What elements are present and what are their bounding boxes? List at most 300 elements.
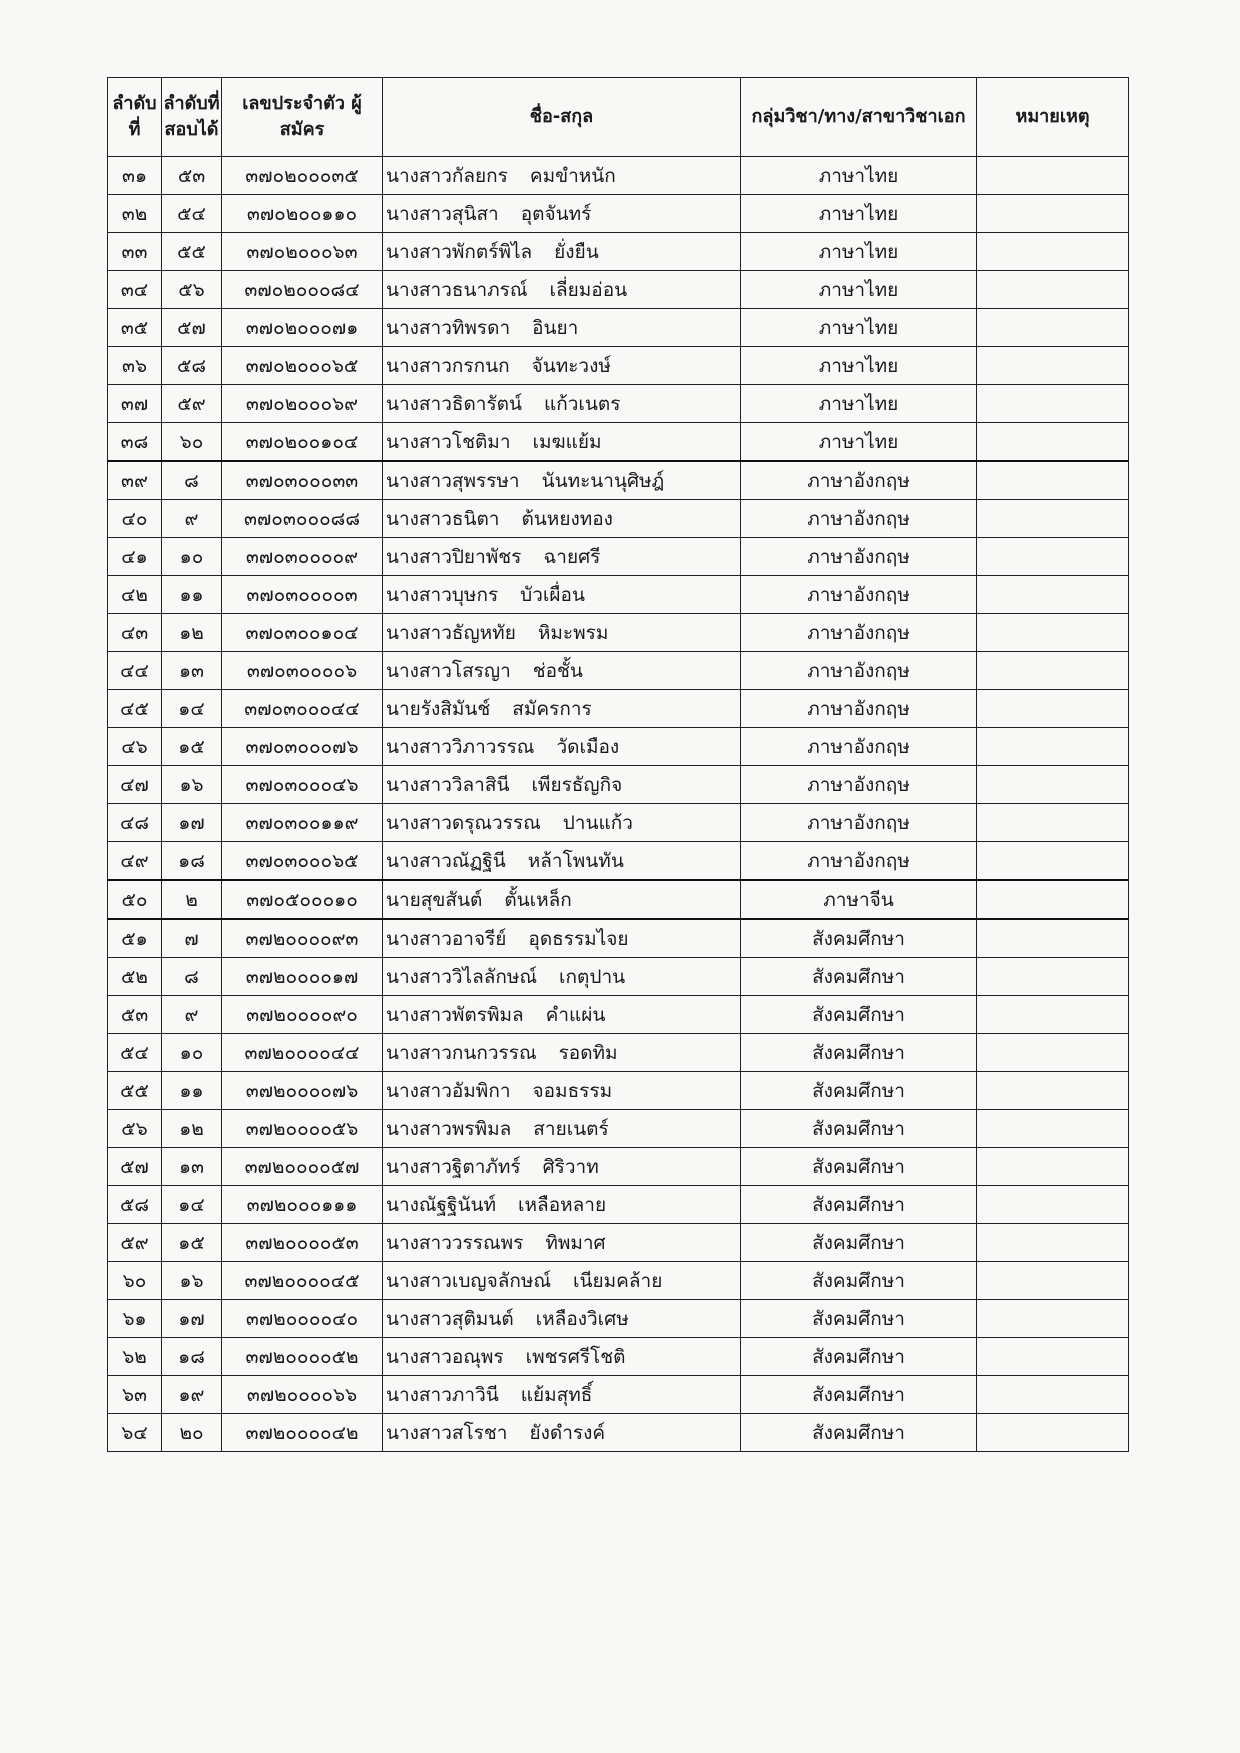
table-row bbox=[108, 233, 1129, 271]
surname: คมขำหนัก bbox=[529, 164, 616, 187]
cell-rank: ๑๑ bbox=[162, 1072, 222, 1110]
cell-applicant-id: ๓๗๐๓๐๐๐๓๓ bbox=[222, 461, 383, 500]
cell-name bbox=[383, 728, 741, 766]
cell-seq: ๓๒ bbox=[108, 195, 162, 233]
cell-note bbox=[977, 1414, 1129, 1452]
cell-rank: ๙ bbox=[162, 500, 222, 538]
cell-applicant-id: ๓๗๐๓๐๐๑๑๙ bbox=[222, 804, 383, 842]
cell-name bbox=[383, 385, 741, 423]
header-applicant-id: เลขประจำตัว ผู้สมัคร bbox=[222, 78, 383, 157]
cell-applicant-id: ๓๗๒๐๐๐๐๕๒ bbox=[222, 1338, 383, 1376]
cell-applicant-id: ๓๗๐๓๐๐๐๔๖ bbox=[222, 766, 383, 804]
cell-seq: ๕๒ bbox=[108, 958, 162, 996]
surname: ปานแก้ว bbox=[562, 811, 633, 834]
surname: แย้มสุทธิ์ bbox=[520, 1383, 593, 1406]
table-row bbox=[108, 880, 1129, 919]
surname: ยั่งยืน bbox=[554, 240, 599, 263]
cell-applicant-id: ๓๗๒๐๐๐๐๕๓ bbox=[222, 1224, 383, 1262]
cell-seq: ๔๒ bbox=[108, 576, 162, 614]
surname: ทิพมาศ bbox=[545, 1231, 606, 1254]
surname: อินยา bbox=[532, 316, 579, 339]
surname: นันทะนานุศิษฎ์ bbox=[541, 469, 665, 492]
surname: หิมะพรม bbox=[537, 621, 609, 644]
cell-subject: ภาษาจีน bbox=[741, 880, 977, 919]
table-row bbox=[108, 271, 1129, 309]
given-name: นางสาวภาวินี bbox=[386, 1383, 499, 1406]
cell-name bbox=[383, 1110, 741, 1148]
cell-rank: ๕๘ bbox=[162, 347, 222, 385]
cell-applicant-id: ๓๗๒๐๐๐๐๔๔ bbox=[222, 1034, 383, 1072]
cell-rank: ๑๒ bbox=[162, 1110, 222, 1148]
given-name: นางสาวอณุพร bbox=[386, 1345, 504, 1368]
cell-applicant-id: ๓๗๒๐๐๐๐๑๗ bbox=[222, 958, 383, 996]
table-row bbox=[108, 1072, 1129, 1110]
cell-seq: ๓๑ bbox=[108, 157, 162, 195]
surname: เหลือหลาย bbox=[518, 1193, 607, 1216]
cell-note bbox=[977, 157, 1129, 195]
given-name: นางสาวบุษกร bbox=[386, 583, 499, 606]
cell-applicant-id: ๓๗๐๓๐๐๐๔๔ bbox=[222, 690, 383, 728]
given-name: นางสาวสุนิสา bbox=[386, 202, 499, 225]
table-row bbox=[108, 1034, 1129, 1072]
cell-note bbox=[977, 652, 1129, 690]
cell-subject: สังคมศึกษา bbox=[741, 1186, 977, 1224]
surname: ศิริวาท bbox=[542, 1155, 599, 1178]
surname: ยังดำรงค์ bbox=[529, 1421, 606, 1444]
given-name: นางสาววิไลลักษณ์ bbox=[386, 965, 538, 988]
cell-seq: ๔๑ bbox=[108, 538, 162, 576]
cell-note bbox=[977, 1338, 1129, 1376]
table-row bbox=[108, 1300, 1129, 1338]
cell-note bbox=[977, 766, 1129, 804]
cell-seq: ๖๑ bbox=[108, 1300, 162, 1338]
given-name: นางสาวอาจรีย์ bbox=[386, 927, 507, 950]
cell-subject: ภาษาอังกฤษ bbox=[741, 576, 977, 614]
cell-rank: ๑๑ bbox=[162, 576, 222, 614]
surname: สมัครการ bbox=[512, 697, 592, 720]
surname: จอมธรรม bbox=[532, 1079, 613, 1102]
cell-rank: ๘ bbox=[162, 958, 222, 996]
cell-subject: สังคมศึกษา bbox=[741, 1414, 977, 1452]
table-row bbox=[108, 614, 1129, 652]
cell-applicant-id: ๓๗๐๓๐๐๐๐๓ bbox=[222, 576, 383, 614]
given-name: นางสาวโสรญา bbox=[386, 659, 511, 682]
surname: แก้วเนตร bbox=[544, 392, 621, 415]
cell-seq: ๔๐ bbox=[108, 500, 162, 538]
surname: เลี่ยมอ่อน bbox=[549, 278, 628, 301]
cell-note bbox=[977, 576, 1129, 614]
cell-note bbox=[977, 271, 1129, 309]
surname: ตั้นเหล็ก bbox=[504, 888, 572, 911]
cell-applicant-id: ๓๗๒๐๐๐๐๕๗ bbox=[222, 1148, 383, 1186]
cell-subject: ภาษาอังกฤษ bbox=[741, 728, 977, 766]
given-name: นางสาววรรณพร bbox=[386, 1231, 524, 1254]
header-subject: กลุ่มวิชา/ทาง/สาขาวิชาเอก bbox=[741, 78, 977, 157]
cell-rank: ๑๖ bbox=[162, 766, 222, 804]
cell-applicant-id: ๓๗๒๐๐๐๐๙๐ bbox=[222, 996, 383, 1034]
cell-name bbox=[383, 423, 741, 462]
cell-name bbox=[383, 766, 741, 804]
cell-name bbox=[383, 1300, 741, 1338]
cell-name bbox=[383, 958, 741, 996]
cell-seq: ๖๔ bbox=[108, 1414, 162, 1452]
cell-note bbox=[977, 958, 1129, 996]
table-row bbox=[108, 1262, 1129, 1300]
table-header-row bbox=[108, 78, 1129, 157]
cell-name bbox=[383, 842, 741, 881]
table-row bbox=[108, 157, 1129, 195]
given-name: นางสาวสุติมนต์ bbox=[386, 1307, 514, 1330]
table-body bbox=[108, 157, 1129, 1452]
cell-applicant-id: ๓๗๐๓๐๐๐๗๖ bbox=[222, 728, 383, 766]
cell-subject: ภาษาอังกฤษ bbox=[741, 842, 977, 881]
cell-applicant-id: ๓๗๐๒๐๐๑๐๔ bbox=[222, 423, 383, 462]
given-name: นางสาวกนกวรรณ bbox=[386, 1041, 537, 1064]
cell-note bbox=[977, 385, 1129, 423]
cell-note bbox=[977, 614, 1129, 652]
table-row bbox=[108, 690, 1129, 728]
surname: เนียมคล้าย bbox=[573, 1269, 663, 1292]
cell-applicant-id: ๓๗๐๒๐๐๐๓๕ bbox=[222, 157, 383, 195]
cell-rank: ๙ bbox=[162, 996, 222, 1034]
given-name: นางสาวปิยาพัชร bbox=[386, 545, 522, 568]
given-name: นางสาวดรุณวรรณ bbox=[386, 811, 541, 834]
given-name: นางสาวฐิตาภัทร์ bbox=[386, 1155, 521, 1178]
given-name: นางสาวธนาภรณ์ bbox=[386, 278, 528, 301]
cell-note bbox=[977, 538, 1129, 576]
cell-subject: สังคมศึกษา bbox=[741, 1072, 977, 1110]
table-row bbox=[108, 842, 1129, 881]
cell-applicant-id: ๓๗๐๓๐๐๐๐๖ bbox=[222, 652, 383, 690]
cell-subject: ภาษาไทย bbox=[741, 423, 977, 462]
header-note: หมายเหตุ bbox=[977, 78, 1129, 157]
cell-applicant-id: ๓๗๐๒๐๐๐๗๑ bbox=[222, 309, 383, 347]
cell-applicant-id: ๓๗๐๒๐๐๐๖๓ bbox=[222, 233, 383, 271]
cell-note bbox=[977, 309, 1129, 347]
cell-rank: ๑๓ bbox=[162, 1148, 222, 1186]
cell-seq: ๕๘ bbox=[108, 1186, 162, 1224]
cell-rank: ๘ bbox=[162, 461, 222, 500]
cell-applicant-id: ๓๗๒๐๐๐๐๗๖ bbox=[222, 1072, 383, 1110]
cell-note bbox=[977, 1072, 1129, 1110]
cell-subject: ภาษาไทย bbox=[741, 233, 977, 271]
cell-subject: สังคมศึกษา bbox=[741, 1224, 977, 1262]
cell-applicant-id: ๓๗๒๐๐๐๐๔๒ bbox=[222, 1414, 383, 1452]
table-row bbox=[108, 1376, 1129, 1414]
cell-subject: ภาษาอังกฤษ bbox=[741, 461, 977, 500]
cell-rank: ๑๐ bbox=[162, 538, 222, 576]
cell-subject: สังคมศึกษา bbox=[741, 1148, 977, 1186]
table-row bbox=[108, 538, 1129, 576]
cell-subject: สังคมศึกษา bbox=[741, 1110, 977, 1148]
cell-seq: ๓๘ bbox=[108, 423, 162, 462]
cell-seq: ๓๙ bbox=[108, 461, 162, 500]
cell-rank: ๕๙ bbox=[162, 385, 222, 423]
given-name: นางสาวพักตร์พิไล bbox=[386, 240, 533, 263]
cell-name bbox=[383, 1224, 741, 1262]
header-seq: ลำดับที่ bbox=[108, 78, 162, 157]
cell-applicant-id: ๓๗๐๒๐๐๑๑๐ bbox=[222, 195, 383, 233]
cell-seq: ๔๓ bbox=[108, 614, 162, 652]
given-name: นางสาวสโรชา bbox=[386, 1421, 508, 1444]
cell-subject: สังคมศึกษา bbox=[741, 996, 977, 1034]
cell-rank: ๑๗ bbox=[162, 804, 222, 842]
cell-name bbox=[383, 576, 741, 614]
table-row bbox=[108, 461, 1129, 500]
cell-subject: ภาษาไทย bbox=[741, 157, 977, 195]
cell-seq: ๖๐ bbox=[108, 1262, 162, 1300]
surname: รอดทิม bbox=[558, 1041, 618, 1064]
cell-note bbox=[977, 1300, 1129, 1338]
surname: วัดเมือง bbox=[556, 735, 620, 758]
cell-applicant-id: ๓๗๐๓๐๐๐๘๘ bbox=[222, 500, 383, 538]
cell-rank: ๑๓ bbox=[162, 652, 222, 690]
cell-rank: ๑๔ bbox=[162, 690, 222, 728]
table-row bbox=[108, 500, 1129, 538]
cell-name bbox=[383, 461, 741, 500]
table-row bbox=[108, 347, 1129, 385]
cell-subject: ภาษาอังกฤษ bbox=[741, 690, 977, 728]
cell-subject: ภาษาอังกฤษ bbox=[741, 500, 977, 538]
given-name: นางสาววิลาสินี bbox=[386, 773, 510, 796]
table-row bbox=[108, 804, 1129, 842]
cell-applicant-id: ๓๗๐๓๐๐๐๖๕ bbox=[222, 842, 383, 881]
cell-applicant-id: ๓๗๒๐๐๐๐๙๓ bbox=[222, 919, 383, 958]
table-row bbox=[108, 195, 1129, 233]
cell-applicant-id: ๓๗๐๒๐๐๐๘๔ bbox=[222, 271, 383, 309]
cell-name bbox=[383, 1262, 741, 1300]
cell-name bbox=[383, 614, 741, 652]
cell-rank: ๑๙ bbox=[162, 1376, 222, 1414]
table-row bbox=[108, 1224, 1129, 1262]
cell-applicant-id: ๓๗๒๐๐๐๐๕๖ bbox=[222, 1110, 383, 1148]
table-row bbox=[108, 958, 1129, 996]
cell-seq: ๕๐ bbox=[108, 880, 162, 919]
cell-rank: ๑๕ bbox=[162, 1224, 222, 1262]
cell-subject: ภาษาไทย bbox=[741, 195, 977, 233]
table-row bbox=[108, 1110, 1129, 1148]
cell-seq: ๕๗ bbox=[108, 1148, 162, 1186]
cell-subject: สังคมศึกษา bbox=[741, 919, 977, 958]
cell-rank: ๕๓ bbox=[162, 157, 222, 195]
given-name: นางสาวกรกนก bbox=[386, 354, 510, 377]
cell-subject: ภาษาอังกฤษ bbox=[741, 538, 977, 576]
cell-name bbox=[383, 1072, 741, 1110]
cell-name bbox=[383, 1148, 741, 1186]
cell-subject: ภาษาอังกฤษ bbox=[741, 804, 977, 842]
surname: อุตจันทร์ bbox=[520, 202, 592, 225]
cell-seq: ๕๔ bbox=[108, 1034, 162, 1072]
given-name: นางสาวธนิตา bbox=[386, 507, 500, 530]
cell-note bbox=[977, 804, 1129, 842]
table-row bbox=[108, 728, 1129, 766]
cell-rank: ๕๔ bbox=[162, 195, 222, 233]
cell-rank: ๑๕ bbox=[162, 728, 222, 766]
cell-seq: ๓๓ bbox=[108, 233, 162, 271]
cell-name bbox=[383, 195, 741, 233]
cell-subject: สังคมศึกษา bbox=[741, 1034, 977, 1072]
cell-note bbox=[977, 347, 1129, 385]
cell-applicant-id: ๓๗๒๐๐๐๐๖๖ bbox=[222, 1376, 383, 1414]
cell-seq: ๕๑ bbox=[108, 919, 162, 958]
given-name: นางสาวเบญจลักษณ์ bbox=[386, 1269, 552, 1292]
surname: เพชรศรีโชติ bbox=[525, 1345, 626, 1368]
cell-rank: ๑๘ bbox=[162, 1338, 222, 1376]
cell-applicant-id: ๓๗๒๐๐๐๐๔๐ bbox=[222, 1300, 383, 1338]
cell-subject: ภาษาอังกฤษ bbox=[741, 652, 977, 690]
table-row bbox=[108, 766, 1129, 804]
cell-note bbox=[977, 195, 1129, 233]
cell-seq: ๓๗ bbox=[108, 385, 162, 423]
cell-seq: ๕๕ bbox=[108, 1072, 162, 1110]
cell-note bbox=[977, 1034, 1129, 1072]
cell-subject: ภาษาไทย bbox=[741, 385, 977, 423]
cell-seq: ๕๓ bbox=[108, 996, 162, 1034]
given-name: นายสุขสันต์ bbox=[386, 888, 483, 911]
table-row bbox=[108, 423, 1129, 462]
cell-name bbox=[383, 500, 741, 538]
cell-seq: ๔๘ bbox=[108, 804, 162, 842]
cell-applicant-id: ๓๗๐๒๐๐๐๖๙ bbox=[222, 385, 383, 423]
cell-seq: ๓๔ bbox=[108, 271, 162, 309]
cell-rank: ๑๗ bbox=[162, 1300, 222, 1338]
cell-note bbox=[977, 423, 1129, 462]
cell-note bbox=[977, 690, 1129, 728]
surname: บัวเผื่อน bbox=[520, 583, 585, 606]
cell-subject: ภาษาไทย bbox=[741, 271, 977, 309]
cell-seq: ๓๖ bbox=[108, 347, 162, 385]
table-row bbox=[108, 919, 1129, 958]
table-row bbox=[108, 385, 1129, 423]
cell-note bbox=[977, 233, 1129, 271]
cell-rank: ๒๐ bbox=[162, 1414, 222, 1452]
cell-seq: ๓๕ bbox=[108, 309, 162, 347]
given-name: นางณัฐฐินันท์ bbox=[386, 1193, 497, 1216]
cell-note bbox=[977, 1148, 1129, 1186]
cell-seq: ๖๒ bbox=[108, 1338, 162, 1376]
given-name: นางสาวทิพรดา bbox=[386, 316, 511, 339]
surname: อุดธรรมไจย bbox=[528, 927, 629, 950]
cell-note bbox=[977, 919, 1129, 958]
cell-seq: ๔๗ bbox=[108, 766, 162, 804]
cell-note bbox=[977, 1110, 1129, 1148]
cell-subject: ภาษาไทย bbox=[741, 309, 977, 347]
given-name: นางสาวพรพิมล bbox=[386, 1117, 512, 1140]
cell-seq: ๕๖ bbox=[108, 1110, 162, 1148]
cell-subject: ภาษาอังกฤษ bbox=[741, 766, 977, 804]
table-row bbox=[108, 309, 1129, 347]
cell-note bbox=[977, 842, 1129, 881]
cell-note bbox=[977, 880, 1129, 919]
cell-name bbox=[383, 1186, 741, 1224]
cell-seq: ๕๙ bbox=[108, 1224, 162, 1262]
cell-note bbox=[977, 996, 1129, 1034]
header-rank: ลำดับที่ สอบได้ bbox=[162, 78, 222, 157]
cell-name bbox=[383, 309, 741, 347]
cell-seq: ๔๔ bbox=[108, 652, 162, 690]
cell-rank: ๑๒ bbox=[162, 614, 222, 652]
cell-rank: ๒ bbox=[162, 880, 222, 919]
given-name: นางสาวธิดารัตน์ bbox=[386, 392, 523, 415]
cell-name bbox=[383, 271, 741, 309]
cell-name bbox=[383, 880, 741, 919]
cell-note bbox=[977, 728, 1129, 766]
surname: เหลืองวิเศษ bbox=[535, 1307, 629, 1330]
cell-name bbox=[383, 1034, 741, 1072]
cell-rank: ๖๐ bbox=[162, 423, 222, 462]
cell-rank: ๑๘ bbox=[162, 842, 222, 881]
table-row bbox=[108, 652, 1129, 690]
table-row bbox=[108, 576, 1129, 614]
cell-name bbox=[383, 690, 741, 728]
cell-rank: ๕๕ bbox=[162, 233, 222, 271]
cell-name bbox=[383, 996, 741, 1034]
surname: ฉายศรี bbox=[543, 545, 601, 568]
given-name: นางสาววิภาวรรณ bbox=[386, 735, 535, 758]
table-row bbox=[108, 1148, 1129, 1186]
cell-applicant-id: ๓๗๒๐๐๐๑๑๑ bbox=[222, 1186, 383, 1224]
cell-name bbox=[383, 1414, 741, 1452]
cell-name bbox=[383, 1338, 741, 1376]
cell-subject: ภาษาอังกฤษ bbox=[741, 614, 977, 652]
cell-subject: สังคมศึกษา bbox=[741, 1338, 977, 1376]
given-name: นางสาวณัฏฐินี bbox=[386, 849, 506, 872]
given-name: นายรังสิมันช์ bbox=[386, 697, 491, 720]
cell-name bbox=[383, 233, 741, 271]
surname: สายเนตร์ bbox=[533, 1117, 609, 1140]
cell-applicant-id: ๓๗๐๒๐๐๐๖๕ bbox=[222, 347, 383, 385]
given-name: นางสาวธัญหทัย bbox=[386, 621, 516, 644]
cell-note bbox=[977, 500, 1129, 538]
cell-name bbox=[383, 538, 741, 576]
cell-note bbox=[977, 1376, 1129, 1414]
cell-note bbox=[977, 1186, 1129, 1224]
cell-name bbox=[383, 157, 741, 195]
surname: เกตุปาน bbox=[559, 965, 626, 988]
cell-note bbox=[977, 1262, 1129, 1300]
surname: คำแผ่น bbox=[545, 1003, 606, 1026]
surname: ช่อชั้น bbox=[532, 659, 583, 682]
cell-applicant-id: ๓๗๒๐๐๐๐๔๕ bbox=[222, 1262, 383, 1300]
cell-subject: สังคมศึกษา bbox=[741, 958, 977, 996]
cell-rank: ๕๗ bbox=[162, 309, 222, 347]
cell-name bbox=[383, 347, 741, 385]
surname: เพียรธัญกิจ bbox=[531, 773, 623, 796]
cell-subject: สังคมศึกษา bbox=[741, 1376, 977, 1414]
cell-rank: ๑๖ bbox=[162, 1262, 222, 1300]
cell-name bbox=[383, 652, 741, 690]
table-row bbox=[108, 1186, 1129, 1224]
header-name: ชื่อ-สกุล bbox=[383, 78, 741, 157]
cell-name bbox=[383, 804, 741, 842]
cell-subject: ภาษาไทย bbox=[741, 347, 977, 385]
table-row bbox=[108, 1338, 1129, 1376]
cell-rank: ๑๔ bbox=[162, 1186, 222, 1224]
cell-subject: สังคมศึกษา bbox=[741, 1300, 977, 1338]
cell-note bbox=[977, 461, 1129, 500]
cell-seq: ๖๓ bbox=[108, 1376, 162, 1414]
given-name: นางสาวพัตรพิมล bbox=[386, 1003, 524, 1026]
cell-rank: ๑๐ bbox=[162, 1034, 222, 1072]
cell-subject: สังคมศึกษา bbox=[741, 1262, 977, 1300]
cell-name bbox=[383, 1376, 741, 1414]
given-name: นางสาวอัมพิกา bbox=[386, 1079, 511, 1102]
surname: ต้นหยงทอง bbox=[521, 507, 613, 530]
table-row bbox=[108, 1414, 1129, 1452]
cell-applicant-id: ๓๗๐๓๐๐๐๐๙ bbox=[222, 538, 383, 576]
given-name: นางสาวโชติมา bbox=[386, 430, 511, 453]
cell-name bbox=[383, 919, 741, 958]
